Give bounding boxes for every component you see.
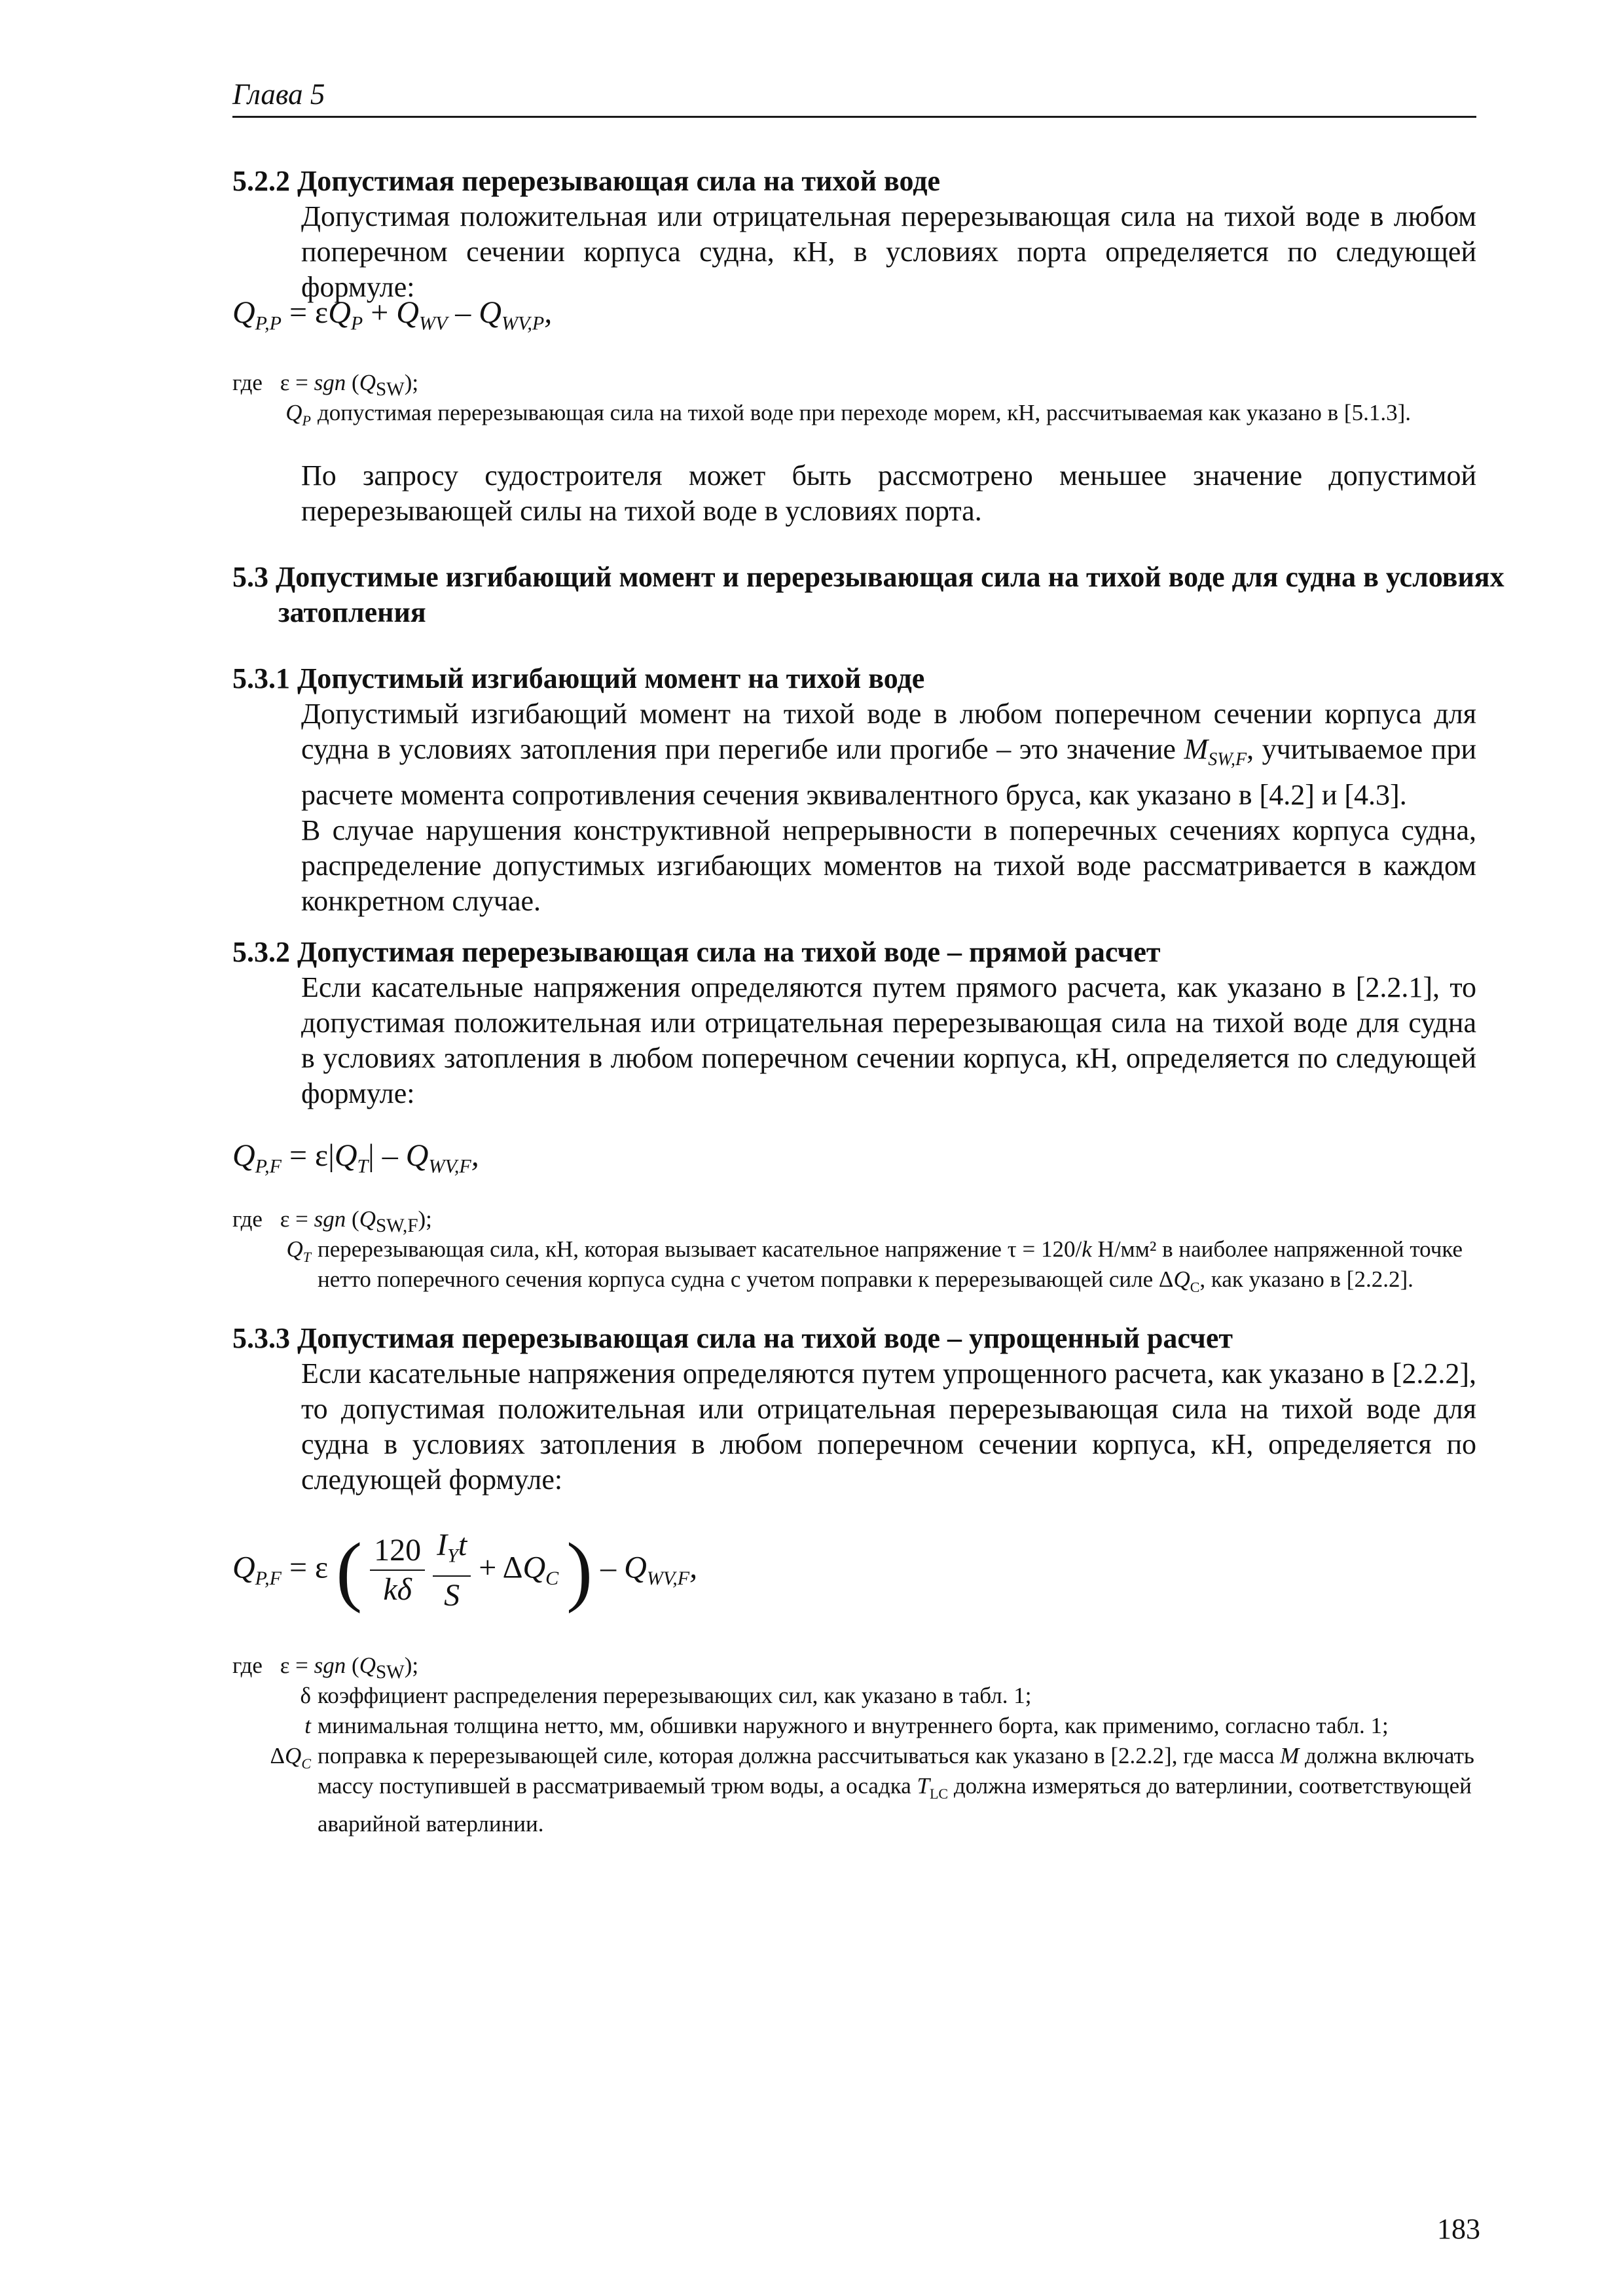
def-epsilon: где ε = sgn $(Q_{SW,F})$;: [232, 1206, 432, 1236]
where-label: где: [232, 370, 263, 395]
formula-q-pf-direct: $Q_{P,F} = \varepsilon|Q_T| - Q_{WV,F}$,: [232, 1138, 479, 1177]
paragraph-text-2: В случае нарушения конструктивной непрерывности в поперечных сечениях корпуса судна, распределение допустимых изгибающих моментов на тихой воде рассматривается в каждом конкретном случае.: [301, 814, 1476, 917]
text-part: перерезывающая сила, кН, которая вызывает касательное напряжение τ = 120/: [318, 1236, 1082, 1262]
fraction-iy-t-s: $\frac{I_Yt}{S}$: [433, 1526, 471, 1615]
symbol-q-p: $Q_P$: [285, 400, 311, 429]
text-part: Допустимый изгибающий момент на тихой воде в любом поперечном сечении корпуса для судна в условиях затопления при перегибе или прогибе – это значение: [301, 698, 1476, 765]
note-5-2-2: [301, 458, 1476, 529]
paragraph-5-2-2: [301, 199, 1476, 305]
definitions-5-3-3: [232, 1651, 1476, 1837]
text-part: поправка к перерезывающей силе, которая должна рассчитываться как указано в [2.2.2], где масса: [318, 1743, 1281, 1768]
paragraph-5-3-2: [301, 970, 1476, 1111]
heading-5-2-2: 5.2.2 Допустимая перерезывающая сила на тихой воде: [232, 165, 941, 197]
def-t: [232, 1711, 1476, 1741]
definitions-5-2-2: [232, 368, 1476, 428]
page-number: 183: [1437, 2213, 1480, 2245]
symbol-t: t: [304, 1713, 311, 1738]
where-label: где: [232, 1653, 263, 1678]
def-delta: [232, 1681, 1476, 1711]
formula-q-pf-simplified: $Q_{P,F} = \varepsilon$ ( $\frac{120}{k\delta}$ $\frac{I_Yt}{S}$ + $\Delta Q_C$ ) – $Q_{WV,F}$,: [232, 1526, 698, 1614]
definition-text: перерезывающая сила, кН, которая вызывает касательное напряжение τ = 120/k Н/мм² в наиболее напряженной точке нетто поперечного сечения корпуса судна с учетом поправки к перерезывающей силе $\Delta Q_C$, как указано в [2.2.2].: [318, 1236, 1463, 1295]
text-part: Н/мм² в наиболее напряженной точке нетто поперечного сечения корпуса судна с учетом поправки к перерезывающей силе Δ: [318, 1236, 1463, 1292]
symbol-delta-q-c: $\Delta Q_C$: [270, 1743, 311, 1772]
def-q-p: [232, 398, 1476, 428]
where-label: где: [232, 1206, 263, 1232]
header-rule: [232, 116, 1476, 118]
paragraph-text: Если касательные напряжения определяются путем прямого расчета, как указано в [2.2.1], то допустимая положительная или отрицательная перерезывающая сила на тихой воде для судна в условиях затопления в любом поперечном сечении корпуса, кН, определяется по следующей формуле:: [301, 971, 1476, 1109]
definition-text: допустимая перерезывающая сила на тихой воде при переходе морем, кН, рассчитываемая как указано в [5.1.3].: [318, 400, 1411, 425]
note-text: По запросу судостроителя может быть рассмотрено меньшее значение допустимой перерезывающей силы на тихой воде в условиях порта.: [301, 459, 1476, 527]
paragraph-5-3-1: [301, 696, 1476, 919]
symbol-q-t: $Q_T$: [286, 1236, 311, 1265]
def-q-t: [232, 1234, 1476, 1295]
text-part: должна измеряться до ватерлинии, соответствующей аварийной ватерлинии.: [318, 1773, 1472, 1837]
paragraph-text: Если касательные напряжения определяются путем упрощенного расчета, как указано в [2.2.2], то допустимая положительная или отрицательная перерезывающая сила на тихой воде для судна в условиях затопления в любом поперечном сечении корпуса, кН, определяется по следующей формуле:: [301, 1357, 1476, 1496]
formula-q-pp: $Q_{P,P} = \varepsilon Q_P + Q_{WV} - Q_{WV,P}$,: [232, 295, 553, 334]
heading-5-3-3: 5.3.3 Допустимая перерезывающая сила на тихой воде – упрощенный расчет: [232, 1322, 1233, 1354]
running-head: Глава 5: [232, 78, 325, 111]
definition-text: минимальная толщина нетто, мм, обшивки наружного и внутреннего борта, как применимо, согласно табл. 1;: [318, 1713, 1389, 1738]
symbol-delta: δ: [300, 1683, 311, 1708]
heading-5-3-2: 5.3.2 Допустимая перерезывающая сила на тихой воде – прямой расчет: [232, 936, 1161, 968]
text-part: должна включать массу поступившей в рассматриваемый трюм воды, а осадка: [318, 1743, 1474, 1799]
fraction-120-k-delta: $\frac{120}{k\delta}$: [370, 1532, 425, 1609]
def-epsilon: где ε = sgn $(Q_{SW})$;: [232, 1653, 419, 1683]
def-epsilon: где ε = sgn $(Q_{SW})$;: [232, 370, 419, 400]
text-part: , как указано в [2.2.2].: [1199, 1266, 1413, 1292]
heading-5-3-1: 5.3.1 Допустимый изгибающий момент на тихой воде: [232, 662, 925, 694]
definitions-5-3-2: [232, 1204, 1476, 1295]
definition-text: поправка к перерезывающей силе, которая должна рассчитываться как указано в [2.2.2], где масса M должна включать массу поступившей в рассматриваемый трюм воды, а осадка $T_{LC}$ должна измеряться до ватерлинии, соответствующей аварийной ватерлинии.: [318, 1743, 1474, 1837]
paragraph-text: Допустимая положительная или отрицательная перерезывающая сила на тихой воде в любом поперечном сечении корпуса судна, кН, в условиях порта определяется по следующей формуле:: [301, 200, 1476, 303]
heading-5-3: 5.3 Допустимые изгибающий момент и перерезывающая сила на тихой воде для судна в условиях затопления: [232, 561, 1504, 628]
def-delta-q-c: [232, 1741, 1476, 1837]
paragraph-5-3-3: [301, 1356, 1476, 1498]
paragraph-text-1: Допустимый изгибающий момент на тихой воде в любом поперечном сечении корпуса для судна в условиях затопления при перегибе или прогибе – это значение $M_{SW,F}$, учитываемое при расчете момента сопротивления сечения эквивалентного бруса, как указано в [4.2] и [4.3].: [301, 698, 1476, 811]
text-part: , учитываемое при расчете момента сопротивления сечения эквивалентного бруса, как указано в [4.2] и [4.3].: [301, 733, 1476, 811]
definition-text: коэффициент распределения перерезывающих сил, как указано в табл. 1;: [318, 1683, 1032, 1708]
